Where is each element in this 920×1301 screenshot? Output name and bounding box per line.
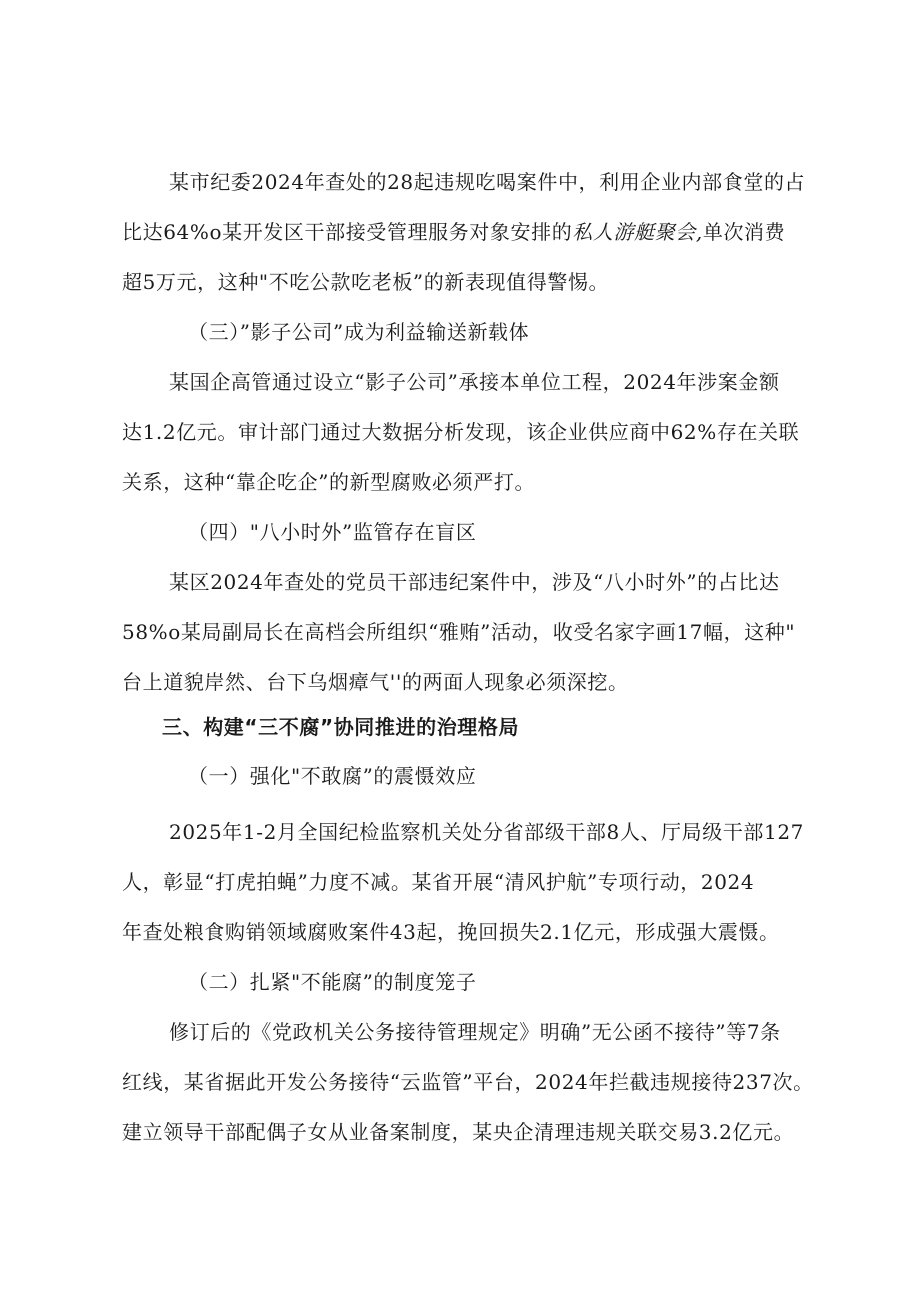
subheading-3: （三）”影子公司”成为利益输送新载体 (188, 320, 530, 344)
paragraph-4-line-3: 年查处粮食购销领域腐败案件43起，挽回损失2.1亿元，形成强大震慑。 (122, 920, 780, 944)
paragraph-5-line-1: 修订后的《党政机关公务接待管理规定》明确”无公函不接待”等7条 (169, 1020, 781, 1044)
paragraph-1-line-2-italic: 私人游艇聚会, (572, 220, 703, 244)
paragraph-4-line-1: 2025年1-2月全国纪检监察机关处分省部级干部8人、厅局级干部127 (169, 820, 805, 844)
paragraph-3-line-3: 台上道貌岸然、台下乌烟瘴气''的两面人现象必须深挖。 (122, 670, 629, 694)
paragraph-1-line-3: 超5万元，这种"不吃公款吃老板”的新表现值得警惕。 (122, 270, 610, 294)
paragraph-2-line-1: 某国企高管通过设立“影子公司”承接本单位工程，2024年涉案金额 (169, 370, 780, 394)
subheading-2: （二）扎紧"不能腐”的制度笼子 (188, 970, 477, 994)
section-3-heading: 三、构建“三不腐”协同推进的治理格局 (162, 715, 520, 739)
paragraph-4-line-2: 人，彰显“打虎拍蝇”力度不减。某省开展“清风护航”专项行动，2024 (122, 870, 755, 894)
paragraph-1-line-2-text: 比达64%o某开发区干部接受管理服务对象安排的 (122, 220, 573, 244)
subheading-1: （一）强化"不敢腐”的震慑效应 (188, 764, 477, 788)
paragraph-3-line-2: 58%o某局副局长在高档会所组织“雅贿”活动，收受名家字画17幅，这种" (122, 620, 796, 644)
paragraph-1-line-2 (122, 218, 785, 246)
paragraph-2-line-3: 关系，这种“靠企吃企”的新型腐败必须严打。 (122, 470, 536, 494)
paragraph-5-line-3: 建立领导干部配偶子女从业备案制度，某央企清理违规关联交易3.2亿元。 (122, 1120, 795, 1144)
paragraph-1-line-1: 某市纪委2024年查处的28起违规吃喝案件中，利用企业内部食堂的占 (169, 170, 806, 194)
paragraph-5-line-2: 红线，某省据此开发公务接待“云监管”平台，2024年拦截违规接待237次。 (122, 1070, 814, 1094)
paragraph-1-line-2-tail: 单次消费 (702, 220, 786, 244)
subheading-4: （四）"八小时外”监管存在盲区 (188, 520, 477, 544)
paragraph-2-line-2: 达1.2亿元。审计部门通过大数据分析发现，该企业供应商中62%存在关联 (122, 420, 800, 444)
paragraph-3-line-1: 某区2024年查处的党员干部违纪案件中，涉及“八小时外”的占比达 (169, 570, 780, 594)
